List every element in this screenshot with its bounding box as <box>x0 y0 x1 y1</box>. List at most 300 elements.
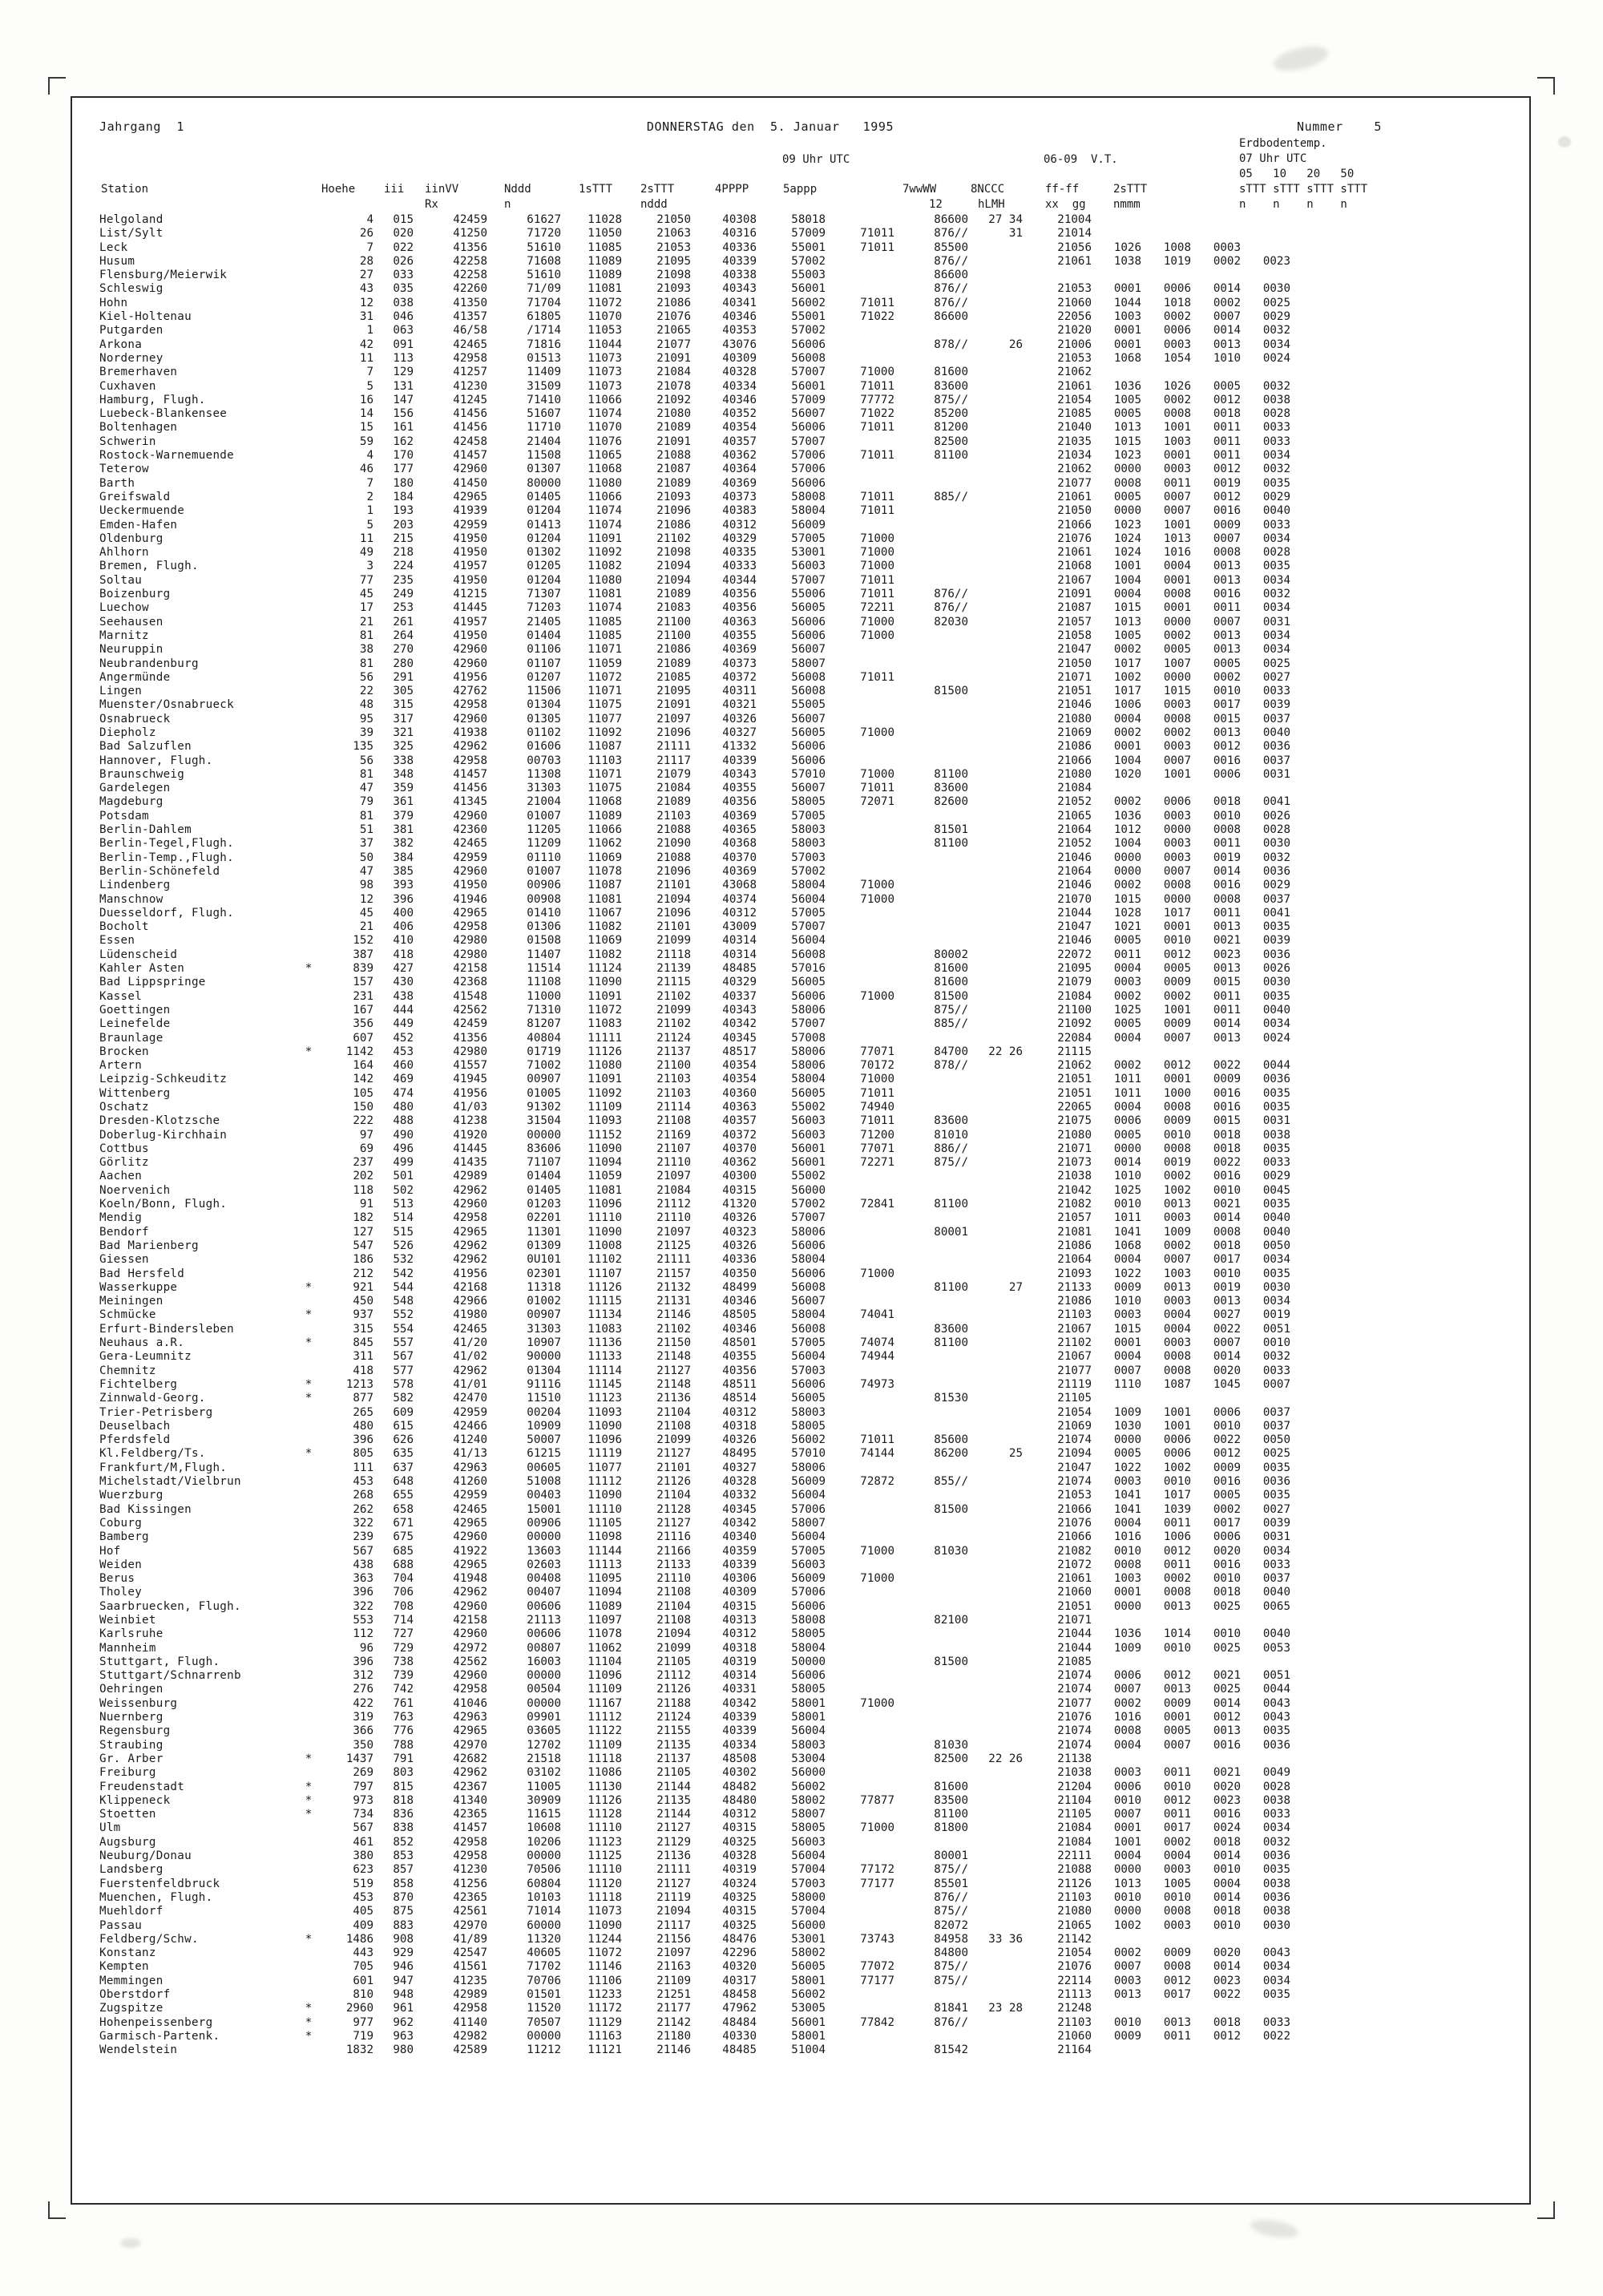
group-1sttt: 11074 <box>587 601 622 615</box>
nddd-group: 02201 <box>527 1211 561 1225</box>
soil-temp-05: 0008 <box>1113 476 1141 490</box>
crop-mark-top-right-v <box>1553 77 1555 95</box>
station-number: 513 <box>393 1198 414 1211</box>
soil-temp-50: 0038 <box>1262 1877 1290 1890</box>
station-number: 129 <box>393 366 414 379</box>
group-4pppp: 40319 <box>722 1655 757 1668</box>
soil-temp-50: 0039 <box>1262 1516 1290 1530</box>
soil-temp-10: 0008 <box>1163 1960 1191 1974</box>
nddd-group: 01107 <box>527 657 561 670</box>
soil-temp-50: 0029 <box>1262 1170 1290 1183</box>
soil-temp-50: 0028 <box>1262 823 1290 837</box>
soil-temp-50: 0030 <box>1262 976 1290 989</box>
group-5appp: 56008 <box>791 670 826 684</box>
station-number: 490 <box>393 1128 414 1142</box>
group-2sttt: 21099 <box>656 1641 691 1655</box>
group-4pppp: 43068 <box>722 879 757 892</box>
station-name: Berus <box>99 1572 135 1586</box>
table-row <box>99 1697 1290 1711</box>
nddd-group: 11506 <box>527 685 561 698</box>
group-8nccc <box>894 574 968 588</box>
group-7wwww: 77071 <box>860 1045 894 1058</box>
nddd-group: 01404 <box>527 1170 561 1183</box>
soil-temp-20 <box>1191 1933 1241 1946</box>
table-row <box>99 1239 1290 1253</box>
nddd-group: 00204 <box>527 1405 561 1419</box>
soil-temp-05: 1030 <box>1113 1419 1141 1433</box>
iinvv-group: 41920 <box>453 1128 487 1142</box>
nddd-group: 01405 <box>527 1183 561 1197</box>
soil-temp-10: 0009 <box>1163 1946 1191 1960</box>
mountain-star-marker <box>300 1821 317 1835</box>
wind-gust <box>968 407 1023 421</box>
group-7wwww <box>826 1211 894 1225</box>
group-5appp: 57007 <box>791 920 826 934</box>
group-1sttt: 11115 <box>587 1295 622 1308</box>
soil-temp-10: 0008 <box>1163 1586 1191 1599</box>
nddd-group: 71310 <box>527 1003 561 1017</box>
soil-temp-20: 0010 <box>1213 1419 1241 1433</box>
station-number: 729 <box>393 1641 414 1655</box>
group-5appp: 53001 <box>791 1932 826 1946</box>
table-row <box>99 394 1290 407</box>
group-8nccc: 876// <box>934 282 968 296</box>
group-5appp: 57010 <box>791 767 826 781</box>
group-2sttt: 21127 <box>656 1516 691 1530</box>
group-4pppp: 40368 <box>722 837 757 851</box>
station-altitude: 409 <box>353 1918 373 1932</box>
group-2sttt-vt: 21047 <box>1057 1461 1092 1474</box>
station-number: 929 <box>393 1946 414 1960</box>
soil-temp-50: 0039 <box>1262 934 1290 948</box>
group-5appp: 56006 <box>791 615 826 629</box>
station-number: 658 <box>393 1502 414 1516</box>
iinvv-group: 42547 <box>453 1946 487 1960</box>
nddd-group: 11000 <box>527 989 561 1003</box>
station-number: 761 <box>393 1696 414 1710</box>
group-7wwww <box>826 643 894 657</box>
table-row <box>99 1323 1290 1336</box>
group-4pppp: 40369 <box>722 643 757 657</box>
soil-temp-20: 0016 <box>1213 1086 1241 1100</box>
group-2sttt-vt: 21046 <box>1057 698 1092 712</box>
soil-temp-50: 0022 <box>1262 2029 1290 2043</box>
mountain-star-marker <box>300 1433 317 1447</box>
group-1sttt: 11145 <box>587 1377 622 1391</box>
iinvv-group: 41/20 <box>453 1336 487 1350</box>
station-number: 714 <box>393 1613 414 1627</box>
iinvv-group: 41922 <box>453 1544 487 1558</box>
group-7wwww <box>826 1739 894 1752</box>
table-row <box>99 435 1290 449</box>
group-4pppp: 40339 <box>722 1724 757 1738</box>
group-2sttt: 21086 <box>656 296 691 309</box>
wind-gust <box>968 519 1023 532</box>
soil-temp-50: 0051 <box>1262 1669 1290 1683</box>
soil-temp-10: 1019 <box>1163 254 1191 268</box>
soil-temp-20: 0012 <box>1213 740 1241 754</box>
soil-temp-10: 0001 <box>1163 449 1191 463</box>
group-7wwww <box>826 713 894 726</box>
soil-temp-50: 0027 <box>1262 1502 1290 1516</box>
group-2sttt-vt: 21066 <box>1057 1502 1092 1516</box>
soil-temp-20: 0022 <box>1213 1156 1241 1170</box>
iinvv-group: 41240 <box>453 1433 487 1447</box>
soil-temp-20: 0007 <box>1213 1336 1241 1350</box>
nddd-group: 01305 <box>527 712 561 726</box>
group-5appp: 57005 <box>791 1544 826 1558</box>
station-name: Gardelegen <box>99 782 171 795</box>
nddd-group: 10608 <box>527 1821 561 1835</box>
soil-temp-10: 0008 <box>1163 712 1191 726</box>
soil-temp-50: 0040 <box>1262 1225 1290 1239</box>
group-1sttt: 11090 <box>587 1489 622 1502</box>
group-8nccc <box>894 2030 968 2043</box>
mountain-star-marker <box>300 948 317 962</box>
group-5appp: 57007 <box>791 435 826 448</box>
group-8nccc: 81010 <box>934 1128 968 1142</box>
mountain-star-marker <box>300 324 317 338</box>
mountain-star-marker: * <box>305 1336 313 1350</box>
soil-temp-20 <box>1191 366 1241 379</box>
group-2sttt-vt <box>1023 269 1092 282</box>
iinvv-group: 41457 <box>453 1821 487 1835</box>
group-1sttt: 11126 <box>587 1045 622 1058</box>
group-4pppp: 40339 <box>722 254 757 268</box>
soil-temp-10: 0012 <box>1163 1669 1191 1683</box>
nddd-group: 01501 <box>527 1988 561 2001</box>
iinvv-group: 42589 <box>453 2043 487 2057</box>
group-4pppp: 41332 <box>722 740 757 754</box>
wind-gust <box>968 532 1023 546</box>
soil-temp-20: 0011 <box>1213 1003 1241 1017</box>
nddd-group: 01309 <box>527 1239 561 1252</box>
wind-gust <box>968 1129 1023 1142</box>
soil-temp-20 <box>1191 2002 1241 2015</box>
iinvv-group: 41948 <box>453 1572 487 1586</box>
mountain-star-marker <box>300 532 317 546</box>
table-row <box>99 1129 1290 1142</box>
group-5appp: 56006 <box>791 1267 826 1280</box>
soil-temp-10: 0010 <box>1163 1128 1191 1142</box>
iinvv-group: 42959 <box>453 851 487 864</box>
wind-gust <box>968 1114 1023 1128</box>
soil-temp-05: 1036 <box>1113 809 1141 823</box>
station-number: 502 <box>393 1183 414 1197</box>
group-2sttt: 21166 <box>656 1544 691 1558</box>
group-1sttt: 11163 <box>587 2029 622 2043</box>
group-2sttt: 21084 <box>656 366 691 379</box>
group-8nccc <box>894 1239 968 1253</box>
wind-gust <box>968 380 1023 394</box>
soil-temp-05: 1015 <box>1113 435 1141 448</box>
soil-temp-10: 0007 <box>1163 864 1191 878</box>
soil-temp-50: 0036 <box>1262 948 1290 961</box>
iinvv-group: 42972 <box>453 1641 487 1655</box>
soil-temp-50: 0049 <box>1262 1766 1290 1780</box>
group-4pppp: 40363 <box>722 615 757 629</box>
group-8nccc: 81500 <box>934 1655 968 1668</box>
soil-temp-20: 0024 <box>1213 1821 1241 1835</box>
mountain-star-marker: * <box>305 1045 313 1058</box>
mountain-star-marker <box>300 1891 317 1905</box>
group-8nccc: 81200 <box>934 421 968 435</box>
group-7wwww <box>826 962 894 976</box>
table-row <box>99 2016 1290 2030</box>
iinvv-column-label: iinVV <box>425 183 459 196</box>
group-2sttt: 21110 <box>656 1572 691 1586</box>
soil-temp-50: 0038 <box>1262 1793 1290 1807</box>
soil-temp-50: 0028 <box>1262 1780 1290 1793</box>
group-2sttt-vt: 21066 <box>1057 1530 1092 1544</box>
mountain-star-marker <box>300 1988 317 2002</box>
soil-temp-10: 0008 <box>1163 879 1191 892</box>
station-altitude: 450 <box>353 1295 373 1308</box>
soil-temp-20: 0014 <box>1213 1350 1241 1364</box>
wind-gust <box>968 754 1023 768</box>
wind-gust <box>968 643 1023 657</box>
group-1sttt: 11059 <box>587 1170 622 1183</box>
mountain-star-marker <box>300 1114 317 1128</box>
soil-temp-05: 0007 <box>1113 1683 1141 1696</box>
station-name: Klippeneck <box>99 1793 171 1807</box>
mountain-star-marker: * <box>305 1377 313 1391</box>
nddd-group: 00000 <box>527 1696 561 1710</box>
group-2sttt: 21129 <box>656 1835 691 1849</box>
nddd-group: 83606 <box>527 1142 561 1155</box>
iinvv-group: 42958 <box>453 1835 487 1849</box>
group-7wwww <box>826 1891 894 1905</box>
nddd-group: 00807 <box>527 1641 561 1655</box>
soil-temp-10: 0001 <box>1163 920 1191 934</box>
station-altitude: 322 <box>353 1599 373 1613</box>
nummer-value: 5 <box>1374 119 1382 134</box>
soil-temp-10: 0000 <box>1163 892 1191 906</box>
mountain-star-marker <box>300 1211 317 1225</box>
iinvv-group: 42960 <box>453 1599 487 1613</box>
crop-mark-bottom-left-h <box>48 2217 66 2219</box>
iinvv-group: 42965 <box>453 1724 487 1738</box>
group-2sttt: 21127 <box>656 1364 691 1377</box>
group-4pppp: 40314 <box>722 934 757 948</box>
group-2sttt: 21251 <box>656 1988 691 2001</box>
soil-temp-10: 0008 <box>1163 1905 1191 1918</box>
soil-temp-50: 0032 <box>1262 851 1290 864</box>
soil-temp-10: 0003 <box>1163 1918 1191 1932</box>
station-altitude: 27 <box>359 269 373 282</box>
iinvv-group: 42962 <box>453 1253 487 1267</box>
group-4pppp: 48514 <box>722 1392 757 1405</box>
soil-temp-05 <box>1092 1614 1141 1627</box>
table-row <box>99 768 1290 782</box>
wind-gust <box>968 1781 1023 1794</box>
mountain-star-marker <box>300 1364 317 1378</box>
group-7wwww: 72071 <box>860 795 894 809</box>
table-row <box>99 1336 1290 1350</box>
group-2sttt: 21097 <box>656 1946 691 1960</box>
soil-temp-05: 1021 <box>1113 920 1141 934</box>
wind-gust <box>968 1101 1023 1114</box>
group-5appp: 56008 <box>791 1322 826 1336</box>
group-7wwww <box>826 1683 894 1696</box>
soil-temp-05: 0005 <box>1113 1447 1141 1461</box>
group-2sttt-vt: 21050 <box>1057 504 1092 518</box>
nddd-group: 11520 <box>527 2002 561 2015</box>
soil-temp-20: 0014 <box>1213 324 1241 338</box>
group-7wwww <box>826 352 894 366</box>
group-2sttt: 21083 <box>656 601 691 615</box>
group-1sttt: 11113 <box>587 1558 622 1571</box>
mountain-star-marker <box>300 810 317 823</box>
station-altitude: 79 <box>359 795 373 809</box>
group-2sttt-vt: 21076 <box>1057 1960 1092 1974</box>
group-1sttt: 11086 <box>587 1766 622 1780</box>
group-2sttt-vt: 21057 <box>1057 1211 1092 1225</box>
nddd-group: 01204 <box>527 504 561 518</box>
station-name: Muenster/Osnabrueck <box>99 698 234 712</box>
soil-temp-05: 1003 <box>1113 1572 1141 1586</box>
group-1sttt: 11144 <box>587 1544 622 1558</box>
group-7wwww <box>826 685 894 698</box>
mountain-star-marker <box>300 1669 317 1683</box>
soil-temp-05: 0002 <box>1113 643 1141 657</box>
group-1sttt: 11067 <box>587 906 622 920</box>
group-7wwww <box>826 2043 894 2057</box>
station-altitude: 1213 <box>345 1377 373 1391</box>
group-7wwww: 74973 <box>860 1377 894 1391</box>
group-8nccc: 876// <box>934 254 968 268</box>
group-5appp: 57004 <box>791 1905 826 1918</box>
group-7wwww <box>826 1586 894 1599</box>
iinvv-group: 42470 <box>453 1392 487 1405</box>
soil-temp-20: 0013 <box>1213 573 1241 587</box>
group-8nccc <box>894 1267 968 1281</box>
group-7wwww: 71011 <box>860 588 894 601</box>
nddd-group: 51607 <box>527 407 561 421</box>
group-8nccc <box>894 879 968 892</box>
group-2sttt-vt: 21074 <box>1057 1724 1092 1738</box>
station-number: 063 <box>393 324 414 338</box>
iinvv-group: 42980 <box>453 948 487 961</box>
soil-temp-10 <box>1141 213 1191 227</box>
station-number: 348 <box>393 767 414 781</box>
soil-temp-50: 0035 <box>1262 1489 1290 1502</box>
station-number: 449 <box>393 1017 414 1031</box>
soil-temp-10: 0001 <box>1163 1711 1191 1724</box>
group-8nccc: 81600 <box>934 962 968 976</box>
soil-temp-50: 0010 <box>1262 1336 1290 1350</box>
wind-gust <box>968 1489 1023 1502</box>
group-2sttt: 21127 <box>656 1447 691 1461</box>
soil-temp-05: 0000 <box>1113 851 1141 864</box>
station-number: 963 <box>393 2029 414 2043</box>
soil-temp-05: 0009 <box>1113 2029 1141 2043</box>
group-2sttt-vt: 21052 <box>1057 837 1092 851</box>
mountain-star-marker <box>300 1226 317 1239</box>
group-8nccc <box>894 726 968 740</box>
group-4pppp: 40344 <box>722 573 757 587</box>
group-2sttt-vt: 21061 <box>1057 546 1092 560</box>
group-2sttt-vt: 21060 <box>1057 1586 1092 1599</box>
group-8nccc <box>894 671 968 685</box>
mountain-star-marker <box>300 421 317 435</box>
station-name: Mannheim <box>99 1641 156 1655</box>
station-altitude: 387 <box>353 948 373 961</box>
group-5appp: 56004 <box>791 1849 826 1863</box>
group-4pppp: 40345 <box>722 1502 757 1516</box>
group-8nccc: 82030 <box>934 615 968 629</box>
nddd-group: 21404 <box>527 435 561 448</box>
soil-temp-50: 0025 <box>1262 296 1290 309</box>
group-8nccc <box>894 865 968 879</box>
station-altitude: 461 <box>353 1835 373 1849</box>
mountain-star-marker <box>300 1239 317 1253</box>
group-8nccc: 81500 <box>934 685 968 698</box>
group-2sttt: 21092 <box>656 393 691 406</box>
group-2sttt: 21155 <box>656 1724 691 1738</box>
group-5appp: 58004 <box>791 1308 826 1322</box>
group-5appp: 56009 <box>791 1572 826 1586</box>
nddd-group: 11320 <box>527 1932 561 1946</box>
iinvv-group: 42958 <box>453 2002 487 2015</box>
soil-temp-05: 0000 <box>1113 1599 1141 1613</box>
station-altitude: 81 <box>359 809 373 823</box>
nummer-block <box>1297 119 1505 135</box>
station-number: 961 <box>393 2002 414 2015</box>
group-1sttt: 11094 <box>587 1586 622 1599</box>
group-4pppp: 40315 <box>722 1183 757 1197</box>
station-number: 410 <box>393 934 414 948</box>
group-1sttt: 11094 <box>587 1156 622 1170</box>
group-1sttt: 11053 <box>587 324 622 338</box>
iinvv-group: 42962 <box>453 1239 487 1252</box>
group-7wwww <box>826 1627 894 1641</box>
nddd-group: 90000 <box>527 1350 561 1364</box>
table-row <box>99 671 1290 685</box>
station-altitude: 396 <box>353 1586 373 1599</box>
group-4pppp: 40369 <box>722 864 757 878</box>
soil-temp-10: 0002 <box>1163 989 1191 1003</box>
soil-temp-50: 0036 <box>1262 1073 1290 1086</box>
station-number: 501 <box>393 1170 414 1183</box>
soil-temp-05: 0006 <box>1113 1669 1141 1683</box>
soil-temp-05: 1009 <box>1113 1641 1141 1655</box>
station-number: 382 <box>393 837 414 851</box>
group-5appp: 56009 <box>791 1475 826 1489</box>
group-5appp: 57005 <box>791 809 826 823</box>
group-1sttt: 11085 <box>587 615 622 629</box>
nddd-group: 70507 <box>527 2015 561 2029</box>
group-4pppp: 43076 <box>722 338 757 351</box>
nummer-label: Nummer <box>1297 119 1343 134</box>
station-name: Bremen, Flugh. <box>99 560 199 573</box>
soil-temp-50: 0024 <box>1262 1031 1290 1045</box>
group-5appp: 56007 <box>791 407 826 421</box>
soil-temp-10: 1013 <box>1163 532 1191 545</box>
mountain-star-marker <box>300 754 317 768</box>
station-name: Regensburg <box>99 1724 171 1738</box>
group-8nccc <box>894 1697 968 1711</box>
group-8nccc: 875// <box>934 1156 968 1170</box>
wind-gust <box>968 685 1023 698</box>
group-4pppp: 40360 <box>722 1086 757 1100</box>
station-altitude: 22 <box>359 685 373 698</box>
iinvv-group: 41957 <box>453 560 487 573</box>
group-2sttt-vt: 21076 <box>1057 1516 1092 1530</box>
station-name: Kassel <box>99 989 143 1003</box>
station-number: 015 <box>393 213 414 226</box>
group-1sttt: 11073 <box>587 351 622 365</box>
